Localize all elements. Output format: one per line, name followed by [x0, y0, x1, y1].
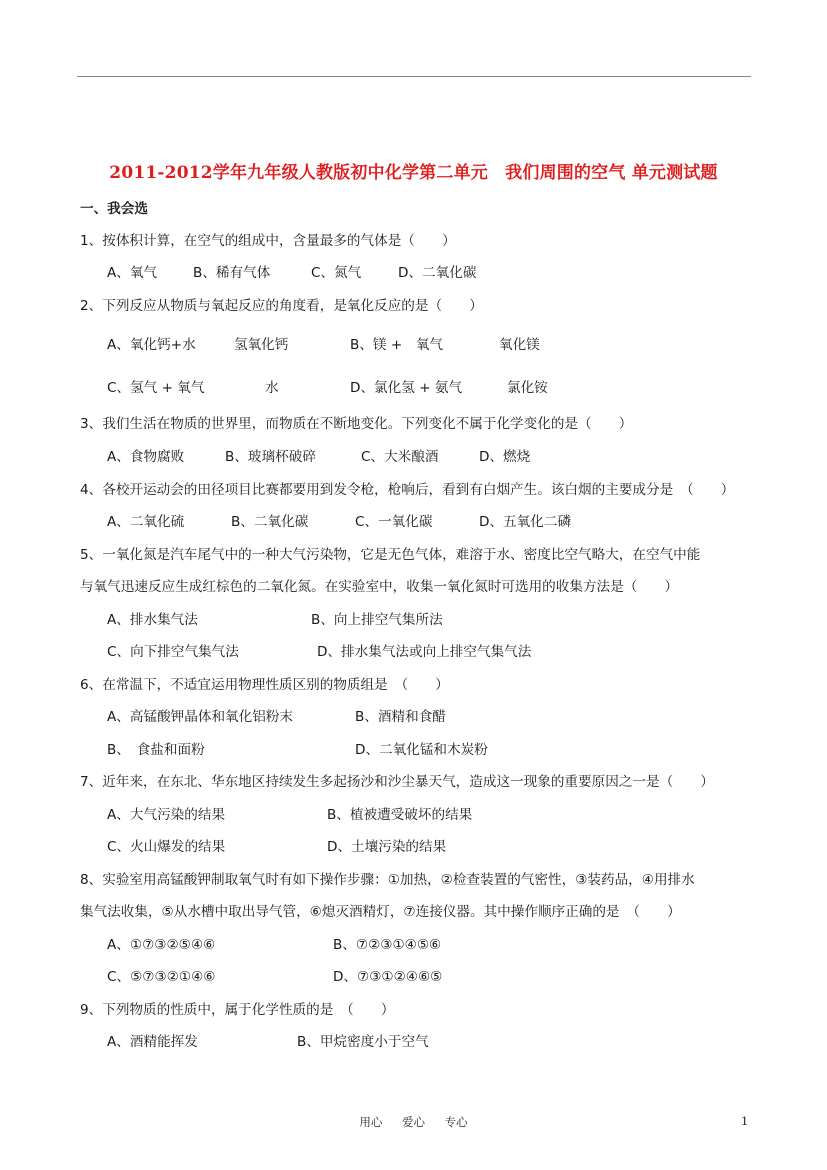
q6-option-d: D、二氧化锰和木炭粉	[355, 742, 488, 758]
footer-item: 用心	[359, 1115, 383, 1129]
q3-option-a: A、食物腐败	[107, 449, 185, 465]
question-7-stem: 7、近年来，在东北、华东地区持续发生多起扬沙和沙尘暴天气，造成这一现象的重要原因之一是（ ）	[80, 774, 714, 790]
q2-option-b: B、镁 + 氧气	[350, 337, 444, 353]
question-2-stem: 2、下列反应从物质与氧起反应的角度看，是氧化反应的是（ ）	[80, 298, 483, 314]
q1-option-c: C、氮气	[311, 265, 362, 281]
q1-option-d: D、二氧化碳	[398, 265, 477, 281]
q2-option-c-product: 水	[265, 380, 279, 396]
q7-option-a: A、大气污染的结果	[107, 807, 226, 823]
q2-option-a-product: 氢氧化钙	[234, 337, 289, 353]
q7-option-b: B、植被遭受破坏的结果	[327, 807, 473, 823]
q8-option-a: A、①⑦③②⑤④⑥	[107, 937, 216, 953]
q5-option-a: A、排水集气法	[107, 612, 198, 628]
q8-option-c: C、⑤⑦③②①④⑥	[107, 969, 216, 985]
page-footer	[0, 1114, 827, 1130]
q3-option-b: B、玻璃杯破碎	[225, 449, 316, 465]
section-heading: 一、我会选	[80, 201, 148, 217]
q4-option-c: C、一氧化碳	[355, 514, 433, 530]
q3-option-c: C、大米酿酒	[361, 449, 439, 465]
q4-option-a: A、二氧化硫	[107, 514, 185, 530]
q4-option-b: B、二氧化碳	[231, 514, 309, 530]
question-8-stem-line2: 集气法收集，⑤从水槽中取出导气管，⑥熄灭酒精灯，⑦连接仪器。其中操作顺序正确的是 （ ）	[80, 904, 681, 920]
q1-option-b: B、稀有气体	[193, 265, 271, 281]
q5-option-c: C、向下排空气集气法	[107, 644, 239, 660]
q8-option-d: D、⑦③①②④⑥⑤	[333, 969, 443, 985]
q5-option-d: D、排水集气法或向上排空气集气法	[317, 644, 532, 660]
q5-option-b: B、向上排空气集所法	[311, 612, 443, 628]
q9-option-b: B、甲烷密度小于空气	[297, 1034, 429, 1050]
question-9-stem: 9、下列物质的性质中，属于化学性质的是 （ ）	[80, 1002, 395, 1018]
q9-option-a: A、酒精能挥发	[107, 1034, 198, 1050]
q6-option-a: A、高锰酸钾晶体和氧化铝粉末	[107, 709, 294, 725]
header-rule	[77, 76, 751, 77]
q7-option-d: D、土壤污染的结果	[327, 839, 447, 855]
q4-option-d: D、五氧化二磷	[479, 514, 572, 530]
question-1-stem: 1、按体积计算，在空气的组成中，含量最多的气体是（ ）	[80, 233, 456, 249]
page-number: 1	[741, 1114, 749, 1128]
q2-option-d: D、氯化氢 + 氨气	[350, 380, 463, 396]
question-8-stem-line1: 8、实验室用高锰酸钾制取氧气时有如下操作步骤：①加热，②检查装置的气密性，③装药品，④用排水	[80, 872, 695, 888]
question-4-stem: 4、各校开运动会的田径项目比赛都要用到发令枪，枪响后，看到有白烟产生。该白烟的主要成分是 （ ）	[80, 482, 735, 498]
page-title: 2011-2012学年九年级人教版初中化学第二单元 我们周围的空气 单元测试题	[109, 163, 718, 183]
q8-option-b: B、⑦②③①④⑤⑥	[333, 937, 442, 953]
footer-item: 专心	[444, 1115, 468, 1129]
q7-option-c: C、火山爆发的结果	[107, 839, 226, 855]
question-5-stem-line1: 5、一氧化氮是汽车尾气中的一种大气污染物，它是无色气体，难溶于水、密度比空气略大，在空气中能	[80, 547, 701, 563]
question-5-stem-line2: 与氧气迅速反应生成红棕色的二氧化氮。在实验室中，收集一氧化氮时可选用的收集方法是（ ）	[80, 579, 679, 595]
q2-option-b-product: 氧化镁	[499, 337, 540, 353]
q1-option-a: A、氧气	[107, 265, 158, 281]
q3-option-d: D、燃烧	[479, 449, 531, 465]
q2-option-c: C、氢气 + 氧气	[107, 380, 205, 396]
question-6-stem: 6、在常温下，不适宜运用物理性质区别的物质组是 （ ）	[80, 677, 449, 693]
q6-option-b: B、酒精和食醋	[355, 709, 446, 725]
q6-option-c: B、 食盐和面粉	[107, 742, 205, 758]
q2-option-d-product: 氯化铵	[507, 380, 548, 396]
question-3-stem: 3、我们生活在物质的世界里，而物质在不断地变化。下列变化不属于化学变化的是（ ）	[80, 416, 633, 432]
footer-item: 爱心	[402, 1115, 425, 1129]
q2-option-a: A、氧化钙+水	[107, 337, 196, 353]
